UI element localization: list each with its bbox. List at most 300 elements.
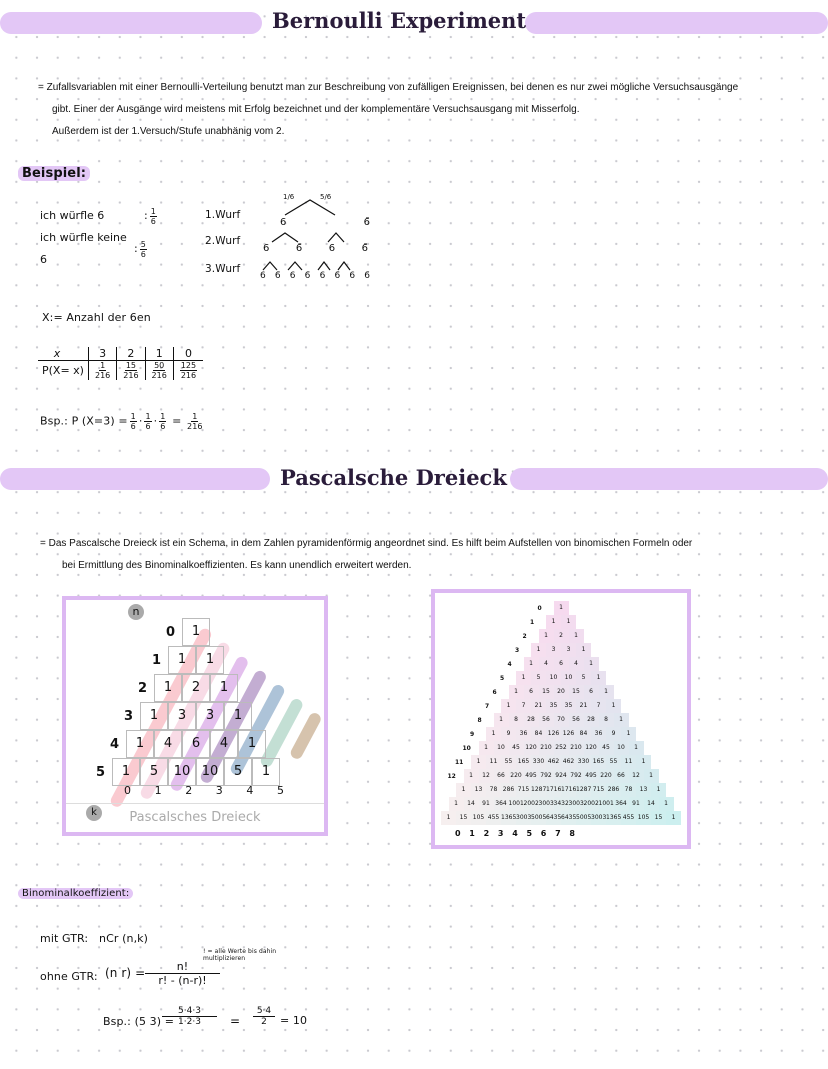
table-prob: [145, 361, 173, 381]
triangle-cell: 1: [651, 783, 666, 797]
k-label-value: 7: [555, 829, 561, 838]
triangle-cell: 220: [599, 769, 614, 783]
triangle-cell: 5: [224, 758, 252, 786]
k-label-value: 2: [483, 829, 490, 838]
dice-prob: [140, 240, 147, 259]
triangle-cell: 792: [569, 769, 584, 783]
row-label: 4: [507, 660, 512, 668]
k-label-value: 5: [276, 784, 284, 797]
triangle-cell: 5: [576, 671, 591, 685]
triangle-cell: 1287: [576, 783, 591, 797]
section-title-bernoulli: Bernoulli Experiment: [272, 8, 527, 33]
triangle-cell: 9: [501, 727, 516, 741]
triangle-cell: 2002: [584, 797, 599, 811]
probability-tree: [205, 193, 370, 290]
example-lhs: P (X=3) =: [71, 414, 128, 428]
triangle-cell: 364: [494, 797, 509, 811]
triangle-row: [515, 643, 591, 657]
simplified-fraction: [253, 1006, 275, 1027]
triangle-cell: 462: [561, 755, 576, 769]
dice-prob-den: 6: [140, 249, 146, 259]
table-x-value: 3: [88, 347, 116, 361]
triangle-cell: 1: [196, 646, 224, 674]
prob: [180, 361, 197, 380]
triangle-row: [485, 699, 621, 713]
row-label: 10: [462, 744, 471, 752]
row-label: 4: [110, 736, 120, 752]
triangle-cell: 3003: [516, 811, 531, 825]
triangle-cell: 1365: [501, 811, 516, 825]
prob-den: 216: [94, 371, 111, 380]
triangle-cell: 36: [591, 727, 606, 741]
triangle-cell: 1: [456, 783, 471, 797]
tree-outcome: 6̄: [295, 243, 303, 254]
equals-sign: =: [230, 1014, 241, 1028]
table-x-label: x: [53, 347, 61, 360]
k-label: k: [86, 805, 102, 821]
title-bar-left-2: [0, 468, 270, 490]
triangle-cell: 13: [636, 783, 651, 797]
section-title-pascal: Pascalsche Dreieck: [280, 465, 507, 490]
triangle-row: [477, 713, 629, 727]
formula: [145, 960, 220, 987]
factorial-note: ! = alle Werte bis dahin multiplizieren: [203, 948, 277, 962]
triangle-cell: 1: [531, 643, 546, 657]
binom-symbol: (n r) =: [105, 966, 146, 980]
prob-num: 1: [100, 361, 106, 370]
tree-outcome: 6̄: [364, 271, 370, 281]
triangle-cell: 70: [554, 713, 569, 727]
triangle-cell: 252: [554, 741, 569, 755]
tree-outcome: 6: [260, 271, 266, 281]
triangle-cell: 1287: [531, 783, 546, 797]
triangle-cell: 462: [546, 755, 561, 769]
title-bar-left: [0, 12, 262, 34]
k-label-value: 1: [154, 784, 162, 797]
branch-prob-failure: 5/6: [320, 193, 332, 201]
n-label: n: [128, 604, 144, 620]
triangle-cell: 792: [539, 769, 554, 783]
triangle-cell: 2002: [524, 797, 539, 811]
triangle-cell: 210: [569, 741, 584, 755]
triangle-cell: 715: [591, 783, 606, 797]
row-label: 3: [124, 708, 134, 724]
triangle-cell: 8: [509, 713, 524, 727]
triangle-cell: 6: [584, 685, 599, 699]
binomial-heading: Binominalkoeffizient:: [18, 888, 133, 899]
triangle-cell: 78: [486, 783, 501, 797]
triangle-row: [537, 601, 569, 615]
triangle-cell: 3: [546, 643, 561, 657]
triangle-cell: 1: [516, 671, 531, 685]
table-prob: [173, 361, 203, 381]
triangle-row: [152, 646, 224, 674]
definition-line-2: gibt. Einer der Ausgänge wird meistens mit Erfolg bezeichnet und der komplementäre Versuchsausgang mit Misserfolg.: [52, 104, 580, 115]
triangle-cell: 1: [486, 727, 501, 741]
triangle-cell: 5005: [531, 811, 546, 825]
dice-prob-num: 1: [150, 206, 156, 216]
triangle-cell: 4: [154, 730, 182, 758]
triangle-cell: 126: [546, 727, 561, 741]
triangle-cell: 1: [210, 674, 238, 702]
triangle-cell: 28: [584, 713, 599, 727]
triangle-cell: 1: [509, 685, 524, 699]
triangle-cell: 10: [168, 758, 196, 786]
example-numerator: 5·4·3: [162, 1006, 217, 1017]
row-label: 2: [522, 632, 527, 640]
prob-num: 125: [180, 361, 197, 370]
example-result-den: 216: [187, 422, 203, 431]
triangle-row: [110, 730, 266, 758]
tree-outcome: 6̄: [304, 271, 311, 281]
dice-label: ich würfle keine 6: [40, 231, 127, 266]
triangle-cell: 12: [629, 769, 644, 783]
triangle-cell: 1365: [606, 811, 621, 825]
triangle-cell: 91: [479, 797, 494, 811]
definition-line-3: Außerdem ist der 1.Versuch/Stufe unabhänig vom 2.: [52, 126, 285, 137]
triangle-cell: 1: [182, 618, 210, 646]
triangle-cell: 2: [554, 629, 569, 643]
triangle-cell: 924: [554, 769, 569, 783]
simplified-denominator: 2: [261, 1017, 267, 1027]
triangle-cell: 105: [471, 811, 486, 825]
triangle-cell: 1: [614, 713, 629, 727]
triangle-cell: 15: [456, 811, 471, 825]
triangle-cell: 56: [539, 713, 554, 727]
triangle-cell: 20: [554, 685, 569, 699]
triangle-cell: 1: [591, 671, 606, 685]
triangle-cell: 1: [599, 685, 614, 699]
prob: [152, 361, 167, 380]
triangle-cell: 14: [464, 797, 479, 811]
tree-outcome: 6̄: [361, 243, 368, 254]
triangle-row: [166, 618, 210, 646]
table-prob: [88, 361, 116, 381]
triangle-cell: 165: [516, 755, 531, 769]
factor-den: 6: [145, 422, 151, 431]
prob: [123, 361, 138, 380]
triangle-cell: 220: [509, 769, 524, 783]
triangle-cell: 3: [168, 702, 196, 730]
factor-num: 1: [130, 412, 136, 421]
random-variable-definition: X:= Anzahl der 6en: [42, 311, 151, 324]
triangle-cell: 11: [486, 755, 501, 769]
triangle-cell: 6: [524, 685, 539, 699]
factor-den: 6: [160, 422, 166, 431]
dice-sep: :: [134, 242, 138, 255]
triangle-cell: 1: [154, 674, 182, 702]
row-label: 2: [138, 680, 148, 696]
triangle-cell: 165: [591, 755, 606, 769]
triangle-cell: 1716: [561, 783, 576, 797]
k-label-value: 8: [569, 829, 575, 838]
k-label-value: 4: [246, 784, 254, 797]
triangle-cell: 1: [561, 615, 576, 629]
dice-sep: :: [144, 209, 148, 222]
triangle-cell: 15: [651, 811, 666, 825]
triangle-cell: 1: [464, 769, 479, 783]
triangle-cell: 6: [182, 730, 210, 758]
triangle-cell: 1: [238, 730, 266, 758]
triangle-cell: 1: [112, 758, 140, 786]
triangle-cell: 6435: [561, 811, 576, 825]
triangle-cell: 4: [210, 730, 238, 758]
triangle-cell: 286: [606, 783, 621, 797]
triangle-cell: 3003: [591, 811, 606, 825]
triangle-cell: 55: [606, 755, 621, 769]
triangle-cell: 1716: [546, 783, 561, 797]
dice-label: ich würfle 6: [40, 209, 105, 222]
prob-num: 50: [154, 361, 165, 370]
triangle-cell: 1: [449, 797, 464, 811]
triangle-cell: 1: [140, 702, 168, 730]
row-label: 7: [485, 702, 490, 710]
triangle-cell: 120: [584, 741, 599, 755]
image-caption: Pascalsches Dreieck: [66, 803, 324, 825]
table-prob: [117, 361, 145, 381]
triangle-cell: 10: [196, 758, 224, 786]
triangle-cell: 364: [614, 797, 629, 811]
triangle-cell: 1: [252, 758, 280, 786]
triangle-cell: 8: [599, 713, 614, 727]
triangle-cell: 120: [524, 741, 539, 755]
triangle-cell: 3003: [539, 797, 554, 811]
pascal-triangle-right: [435, 601, 687, 825]
triangle-row: [449, 797, 674, 811]
triangle-cell: 1: [494, 713, 509, 727]
triangle-cell: 9: [606, 727, 621, 741]
factor: [159, 412, 166, 431]
triangle-cell: 3432: [554, 797, 569, 811]
title-bar-right: [525, 12, 828, 34]
triangle-cell: 7: [591, 699, 606, 713]
triangle-cell: 1: [621, 727, 636, 741]
pascal-definition-line-1: = Das Pascalsche Dreieck ist ein Schema, in dem Zahlen pyramidenförmig angeordnet sind. Es hilft beim Aufstellen von binomischen Formeln oder: [40, 538, 693, 549]
triangle-cell: 10: [546, 671, 561, 685]
triangle-row: [124, 702, 252, 730]
triangle-cell: 84: [531, 727, 546, 741]
triangle-row: [138, 674, 238, 702]
triangle-cell: 455: [486, 811, 501, 825]
dice-prob-num: 5: [140, 239, 146, 249]
triangle-cell: 3: [561, 643, 576, 657]
triangle-cell: 1: [636, 755, 651, 769]
pascal-definition-line-2: bei Ermittlung des Binominalkoeffizienten. Es kann unendlich erweitert werden.: [62, 560, 412, 571]
row-label: 9: [470, 730, 475, 738]
k-label-value: 3: [497, 829, 504, 838]
triangle-cell: 36: [516, 727, 531, 741]
dice-row: [40, 227, 159, 271]
triangle-cell: 455: [621, 811, 636, 825]
tree-level-2: 2.Wurf: [205, 235, 241, 247]
triangle-cell: 45: [509, 741, 524, 755]
triangle-cell: 66: [494, 769, 509, 783]
triangle-cell: 11: [621, 755, 636, 769]
example-denominator: 1·2·3: [178, 1017, 201, 1027]
row-label: 8: [477, 716, 482, 724]
prob-den: 216: [123, 371, 139, 380]
row-label: 0: [537, 604, 542, 612]
definition-line-1: = Zufallsvariablen mit einer Bernoulli-Verteilung benutzt man zur Beschreibung von zufälligen Ereignissen, bei denen es nur zwei mögliche Versuchsausgänge: [38, 82, 739, 93]
k-label-value: 2: [185, 784, 193, 797]
example-heading: Beispiel:: [18, 166, 90, 181]
table-x-value: 2: [117, 347, 145, 361]
dice-prob-den: 6: [150, 216, 156, 226]
example-binom: (5 3) =: [134, 1015, 175, 1028]
triangle-cell: 3: [196, 702, 224, 730]
triangle-cell: 126: [561, 727, 576, 741]
triangle-cell: 210: [539, 741, 554, 755]
triangle-cell: 91: [629, 797, 644, 811]
gtr-label: mit GTR:: [40, 932, 89, 945]
table-x-value: 1: [145, 347, 173, 361]
factor-den: 6: [130, 422, 136, 431]
triangle-cell: 6: [554, 657, 569, 671]
tree-level-1: 1.Wurf: [205, 209, 241, 221]
row-label: 5: [500, 674, 505, 682]
formula-denominator: r! - (n-r)!: [158, 974, 207, 987]
triangle-row: [507, 657, 599, 671]
triangle-row: [447, 769, 659, 783]
triangle-row: [500, 671, 606, 685]
triangle-cell: 78: [621, 783, 636, 797]
pascal-triangle-left: [96, 618, 296, 786]
simplified-numerator: 5·4: [253, 1006, 275, 1017]
triangle-cell: 10: [614, 741, 629, 755]
example-label: Bsp.:: [103, 1015, 131, 1028]
tree-level-3: 3.Wurf: [205, 263, 241, 275]
triangle-cell: 495: [524, 769, 539, 783]
triangle-cell: 2: [182, 674, 210, 702]
example-result: = 10: [280, 1014, 308, 1027]
k-label-value: 0: [455, 829, 461, 838]
table-x-value: 0: [173, 347, 203, 361]
prob-den: 216: [180, 371, 197, 380]
triangle-cell: 330: [576, 755, 591, 769]
triangle-cell: 330: [531, 755, 546, 769]
triangle-cell: 1: [471, 755, 486, 769]
example-result-num: 1: [192, 412, 198, 421]
example-label: Bsp.:: [40, 414, 68, 428]
triangle-cell: 105: [636, 811, 651, 825]
triangle-cell: 1: [539, 629, 554, 643]
no-gtr-label: ohne GTR:: [40, 970, 98, 983]
triangle-cell: 66: [614, 769, 629, 783]
tree-outcome: 6: [319, 271, 326, 281]
triangle-cell: 1: [224, 702, 252, 730]
triangle-cell: 1: [659, 797, 674, 811]
distribution-table: [38, 347, 203, 380]
row-label: 6: [492, 688, 497, 696]
example-result: [187, 412, 203, 431]
triangle-cell: 715: [516, 783, 531, 797]
triangle-cell: 495: [584, 769, 599, 783]
triangle-cell: 4: [569, 657, 584, 671]
tree-outcome: 6: [280, 217, 287, 228]
prob: [95, 361, 110, 380]
triangle-row: [470, 727, 636, 741]
pascal-image-left: [62, 596, 328, 836]
triangle-cell: 28: [524, 713, 539, 727]
dice-prob: [150, 207, 157, 226]
table-p-label: P(X= x): [42, 364, 84, 377]
row-label: 1: [152, 652, 162, 668]
tree-outcome: 6: [289, 271, 296, 281]
row-label: 12: [447, 772, 456, 780]
tree-outcome: 6: [263, 243, 270, 254]
tree-outcome: 6: [328, 243, 336, 254]
triangle-cell: 1: [576, 643, 591, 657]
triangle-cell: 21: [576, 699, 591, 713]
triangle-cell: 15: [569, 685, 584, 699]
triangle-cell: 1: [606, 699, 621, 713]
triangle-cell: 14: [644, 797, 659, 811]
triangle-cell: 1: [644, 769, 659, 783]
triangle-cell: 55: [501, 755, 516, 769]
tree-outcome: 6: [349, 271, 356, 281]
factor: [144, 412, 151, 431]
k-label-value: 0: [124, 784, 131, 797]
triangle-cell: 1: [569, 629, 584, 643]
factor-num: 1: [160, 412, 166, 421]
title-bar-right-2: [510, 468, 828, 490]
example-fraction: [162, 1006, 217, 1027]
triangle-row: [462, 741, 644, 755]
triangle-row: [530, 615, 576, 629]
k-label-value: 5: [526, 829, 533, 838]
triangle-cell: 1: [168, 646, 196, 674]
gtr-value: nCr (n,k): [99, 932, 149, 945]
row-label: 5: [96, 764, 106, 780]
k-label-value: 1: [469, 829, 475, 838]
triangle-cell: 56: [569, 713, 584, 727]
triangle-cell: 35: [561, 699, 576, 713]
triangle-row: [456, 783, 666, 797]
triangle-cell: 1: [666, 811, 681, 825]
triangle-cell: 5: [140, 758, 168, 786]
k-label-value: 6: [540, 829, 547, 838]
triangle-cell: 1: [479, 741, 494, 755]
k-label-value: 4: [512, 829, 518, 838]
triangle-cell: 13: [471, 783, 486, 797]
triangle-cell: 1: [524, 657, 539, 671]
triangle-cell: 7: [516, 699, 531, 713]
triangle-cell: 84: [576, 727, 591, 741]
triangle-cell: 5: [531, 671, 546, 685]
triangle-cell: 3003: [569, 797, 584, 811]
triangle-cell: 1: [554, 601, 569, 615]
row-label: 11: [455, 758, 464, 766]
row-label: 3: [515, 646, 520, 654]
triangle-cell: 4: [539, 657, 554, 671]
dice-row: [40, 205, 159, 227]
triangle-cell: 1: [501, 699, 516, 713]
tree-outcome: 6̄: [363, 217, 370, 228]
triangle-row: [441, 811, 681, 825]
triangle-cell: 6435: [546, 811, 561, 825]
triangle-row: [492, 685, 614, 699]
triangle-row: [96, 758, 280, 786]
dice-probabilities: [40, 205, 159, 271]
triangle-cell: 1: [546, 615, 561, 629]
pascal-image-right: [431, 589, 691, 849]
factor-num: 1: [145, 412, 151, 421]
triangle-cell: 10: [561, 671, 576, 685]
tree-outcome: 6̄: [334, 271, 341, 281]
triangle-row: [522, 629, 584, 643]
prob-num: 15: [125, 361, 136, 370]
factor: [130, 412, 137, 431]
